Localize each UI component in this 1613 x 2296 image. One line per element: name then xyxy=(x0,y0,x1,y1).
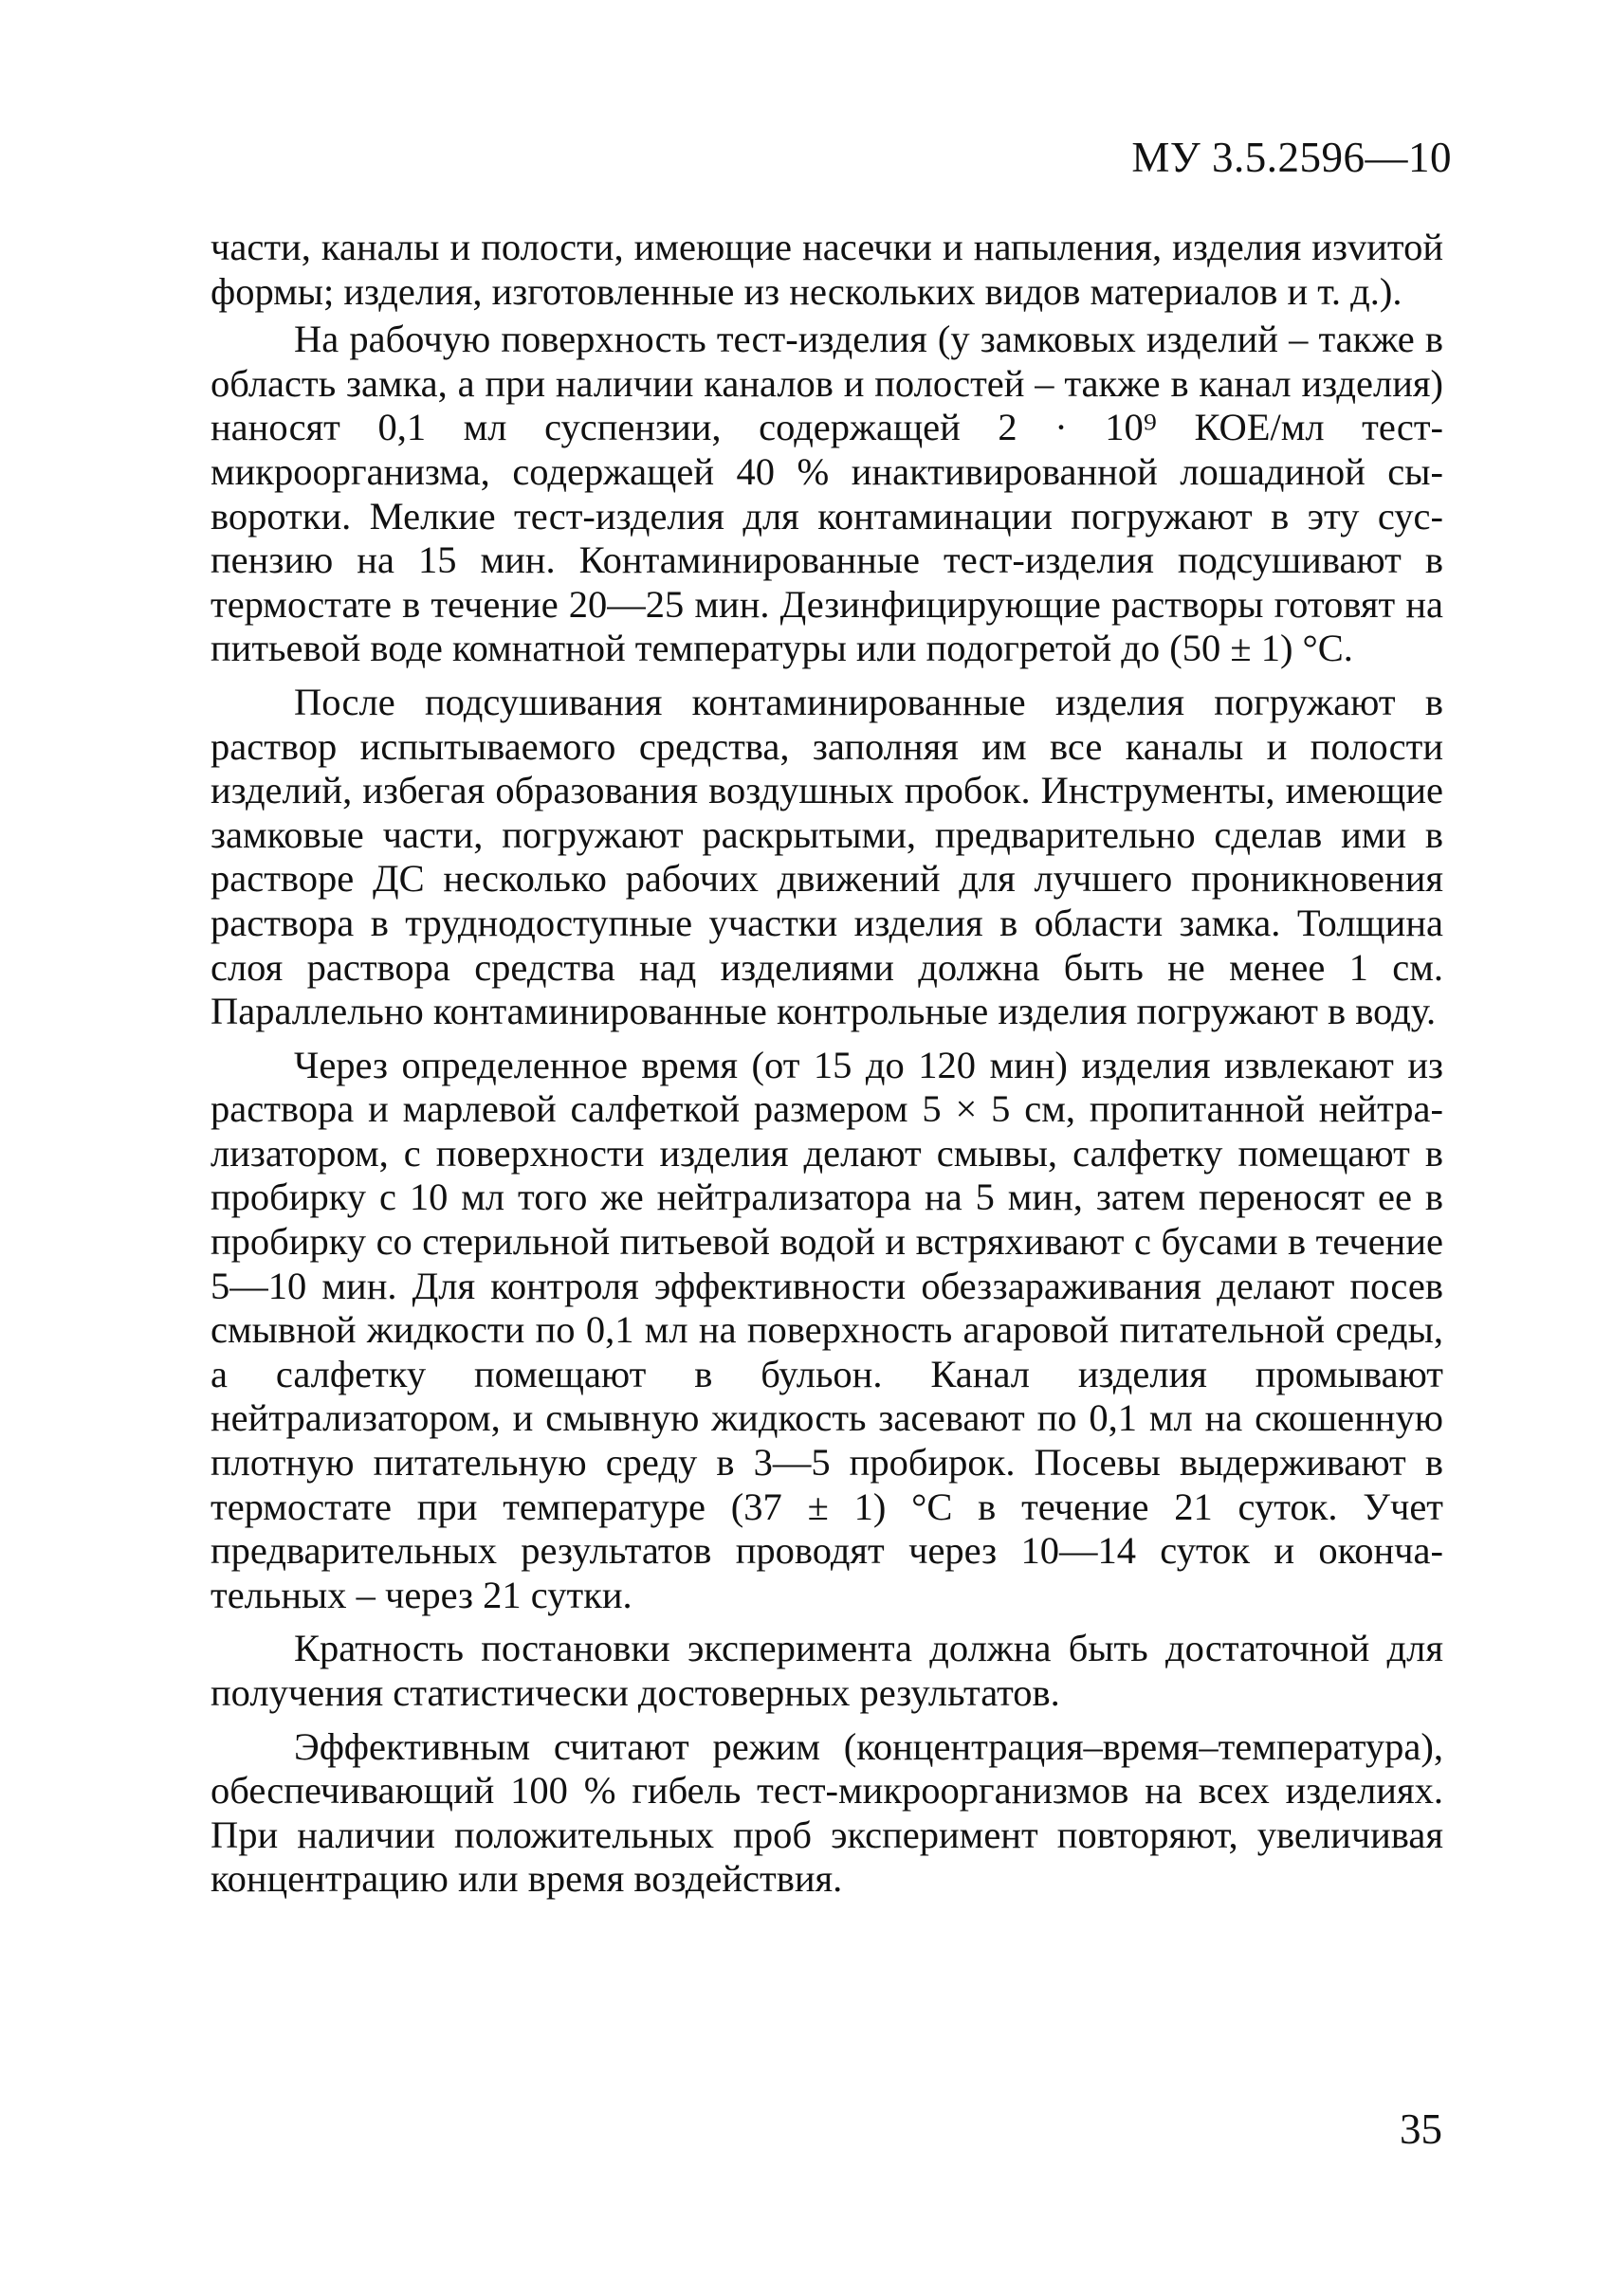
paragraph-sampling: Через определенное время (от 15 до 120 мин) изделия извлекают из раствора и марлевой салфеткой размером 5 × 5 см, пропитанной нейтрализатором, с поверхности изделия делают смывы, салфетку помещают в пробирку с 10 мл того же нейтрализатора на 5 мин, затем переносят ее в пробирку со стерильной питьевой водой и встряхивают с бусами в течение 5—10 мин. Для контроля эффективности обеззараживания делают посев смывной жидкости по 0,1 мл на поверхность агаровой питательной среды, а салфетку помещают в бульон. Канал изделия промывают нейтрализатором, и смывную жидкость засевают по 0,1 мл на скошенную плотную питательную среду в 3—5 пробирок. Посевы выдерживают в термостате при температуре (37 ± 1) °С в течение 21 суток. Учет предварительных результатов проводят через 10—14 суток и окончательных – через 21 сутки. xyxy=(211,1043,1443,1616)
paragraph-immersion: После подсушивания контаминированные изделия погружают в раствор испытываемого средства, заполняя им все каналы и полости изделий, избегая образования воздушных пробок. Инструменты, имеющие замковые части, погружают раскрытыми, предварительно сделав ими в растворе ДС несколько рабочих движений для лучшего проникновения раствора в труднодоступные участки изделия в области замка. Толщина слоя раствора средства над изделиями должна быть не менее 1 см. Параллельно контаминированные контрольные изделия погружают в воду. xyxy=(211,680,1443,1033)
document-code-header: МУ 3.5.2596—10 xyxy=(1131,134,1452,181)
paragraph-repetition: Кратность постановки эксперимента должна быть достаточной для получения статистически достоверных результатов. xyxy=(211,1627,1443,1714)
paragraph-contamination: На рабочую поверхность тест-изделия (у замковых изделий – также в область замка, а при наличии каналов и полостей – также в канал изделия) наносят 0,1 мл суспензии, содержащей 2 · 10⁹ КОЕ/мл тест-микроорганизма, содержащей 40 % инактивированной лошадиной сыворотки. Мелкие тест-изделия для контаминации погружают в эту суспензию на 15 мин. Контаминированные тест-изделия подсушивают в термостате в течение 20—25 мин. Дезинфицирующие растворы готовят на питьевой воде комнатной температуры или подогретой до (50 ± 1) °С. xyxy=(211,318,1443,670)
paragraph-effectiveness: Эффективным считают режим (концентрация–время–температура), обеспечивающий 100 % гибель тест-микроорганизмов на всех изделиях. При наличии положительных проб эксперимент повторяют, увеличивая концентрацию или время воздействия. xyxy=(211,1724,1443,1901)
body-text xyxy=(211,226,1443,1902)
page-number: 35 xyxy=(1400,2105,1442,2153)
paragraph-continuation: части, каналы и полости, имеющие насечки и напыления, изделия изvитой формы; изделия, изготовленные из нескольких видов материалов и т. д.). xyxy=(211,226,1443,313)
